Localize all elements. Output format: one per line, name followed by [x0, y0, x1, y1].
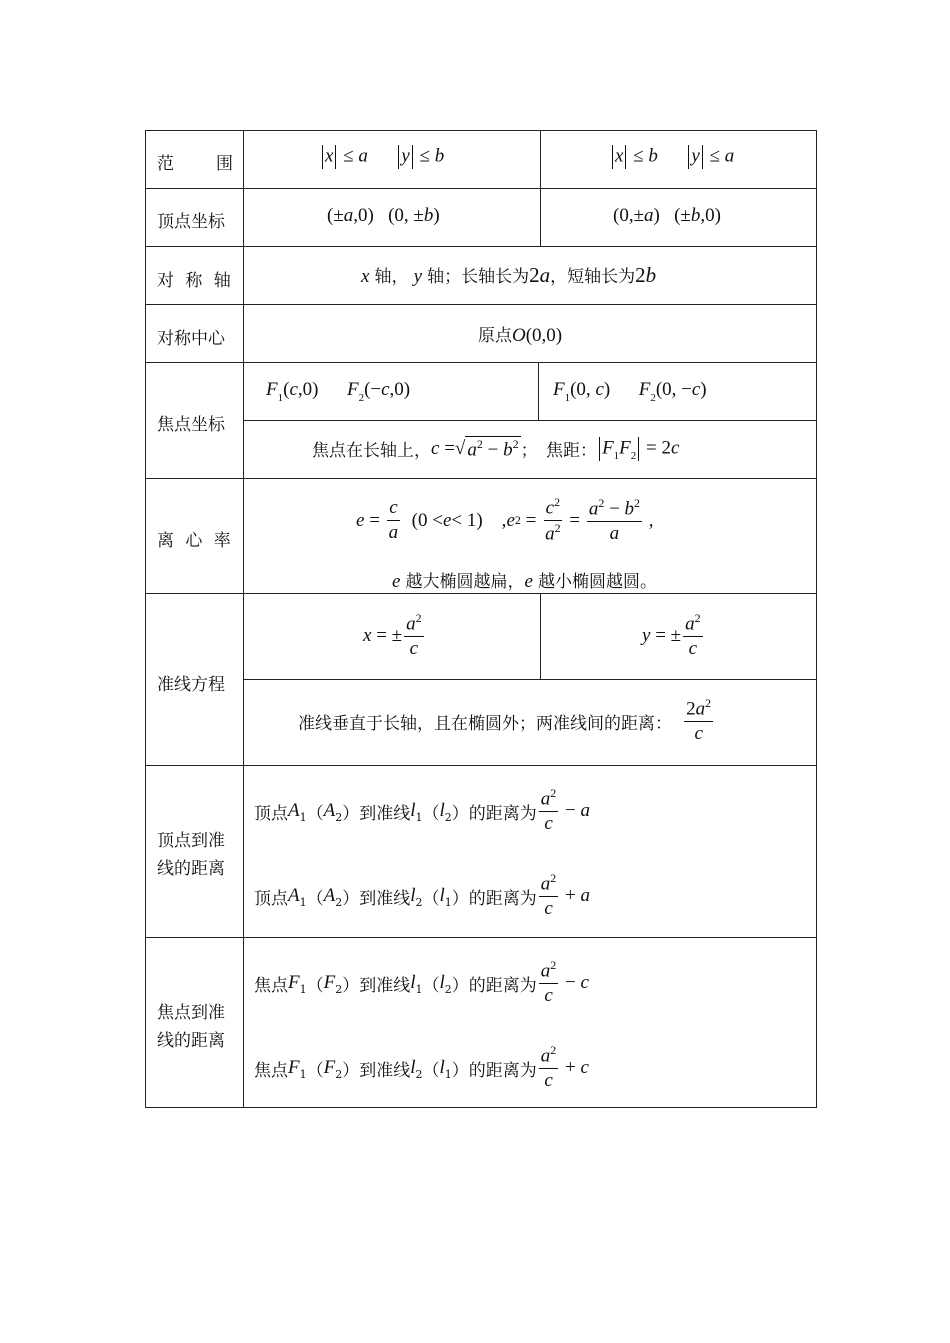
label-vertex: 顶点坐标 — [157, 212, 225, 232]
table-border-bottom — [145, 1107, 817, 1108]
col-divider — [540, 593, 541, 679]
vertex-formula-horizontal: (±a,0) (0, ±b) — [327, 205, 440, 226]
label-vertex-distance-line1: 顶点到准 — [157, 831, 225, 851]
label-focus-distance-line1: 焦点到准 — [157, 1003, 225, 1023]
row-divider — [145, 246, 817, 247]
axis-description: x 轴， y 轴；长轴长为2a，短轴长为2b — [361, 263, 657, 287]
eccentricity-note: e 越大椭圆越扁，e 越小椭圆越圆。 — [392, 571, 658, 592]
focus-note: 焦点在长轴上， c = √ $a^2 - b^2$ ； 焦距： $F_1F_2 = 2c$ — [312, 437, 680, 463]
label-focus: 焦点坐标 — [157, 415, 225, 435]
row-divider — [145, 593, 817, 594]
row-divider — [145, 937, 817, 938]
focus-distance-line1: 焦点 F $_1$ （ F $_2$ ） 到准线 l $_1$ （ l $_2$ ） 的距离为 $\frac{a^2}{c}$ − c — [254, 958, 589, 1007]
vertex-formula-vertical: (0,±a) (±b,0) — [613, 205, 721, 226]
row-divider — [145, 765, 817, 766]
range-formula-vertical: x ≤ b y ≤ a — [610, 145, 734, 169]
col-divider — [540, 130, 541, 246]
range-formula-horizontal: x ≤ a y ≤ b — [320, 145, 444, 169]
label-directrix: 准线方程 — [157, 675, 225, 695]
focus-distance-line2: 焦点 F $_1$ （ F $_2$ ） 到准线 l $_2$ （ l $_1$ ） 的距离为 $\frac{a^2}{c}$ + c — [254, 1043, 589, 1092]
directrix-note: 准线垂直于长轴，且在椭圆外；两准线间的距离： $\frac{2a^2}{c}$ — [298, 696, 712, 745]
directrix-formula-vertical: y = ± $\frac{a^2}{c}$ — [642, 611, 701, 660]
col-divider — [538, 362, 539, 420]
label-vertex-distance-line2: 线的距离 — [157, 859, 225, 879]
label-focus-distance-line2: 线的距离 — [157, 1031, 225, 1051]
vertex-distance-line1: 顶点 A $_1$ （ A $_2$ ） 到准线 l $_1$ （ l $_2$ ） 的距离为 $\frac{a^2}{c}$ − a — [254, 786, 590, 835]
row-divider-inner — [243, 679, 817, 680]
label-range: 范 围 — [157, 154, 233, 174]
center-description: 原点O(0,0) — [478, 325, 563, 346]
table-border-right — [816, 130, 817, 1107]
label-center: 对称中心 — [157, 329, 225, 349]
label-eccentricity: 离 心 率 — [157, 531, 234, 551]
row-divider — [145, 188, 817, 189]
focus-formula-vertical: $F_1(0$, c) $F_2(0$, −c) — [553, 379, 707, 404]
table-border-left — [145, 130, 146, 1107]
row-divider — [145, 478, 817, 479]
row-divider-inner — [243, 420, 817, 421]
directrix-formula-horizontal: x = ± $\frac{a^2}{c}$ — [363, 611, 422, 660]
row-divider — [145, 362, 817, 363]
vertex-distance-line2: 顶点 A $_1$ （ A $_2$ ） 到准线 l $_2$ （ l $_1$ ） 的距离为 $\frac{a^2}{c}$ + a — [254, 871, 590, 920]
table-border-top — [145, 130, 817, 131]
eccentricity-formula: e = $\frac{c}{a}$ (0 < e < 1) , e 2 = $\frac{c^2}{a^2}$ = $\frac{a^2 - b^2}{a}$ , — [356, 495, 654, 545]
focus-formula-horizontal: $F_1(c,0)$ $F_2(-c,0)$ — [266, 379, 411, 404]
label-column-divider — [243, 130, 244, 1107]
row-divider — [145, 304, 817, 305]
label-axis: 对 称 轴 — [157, 271, 234, 291]
